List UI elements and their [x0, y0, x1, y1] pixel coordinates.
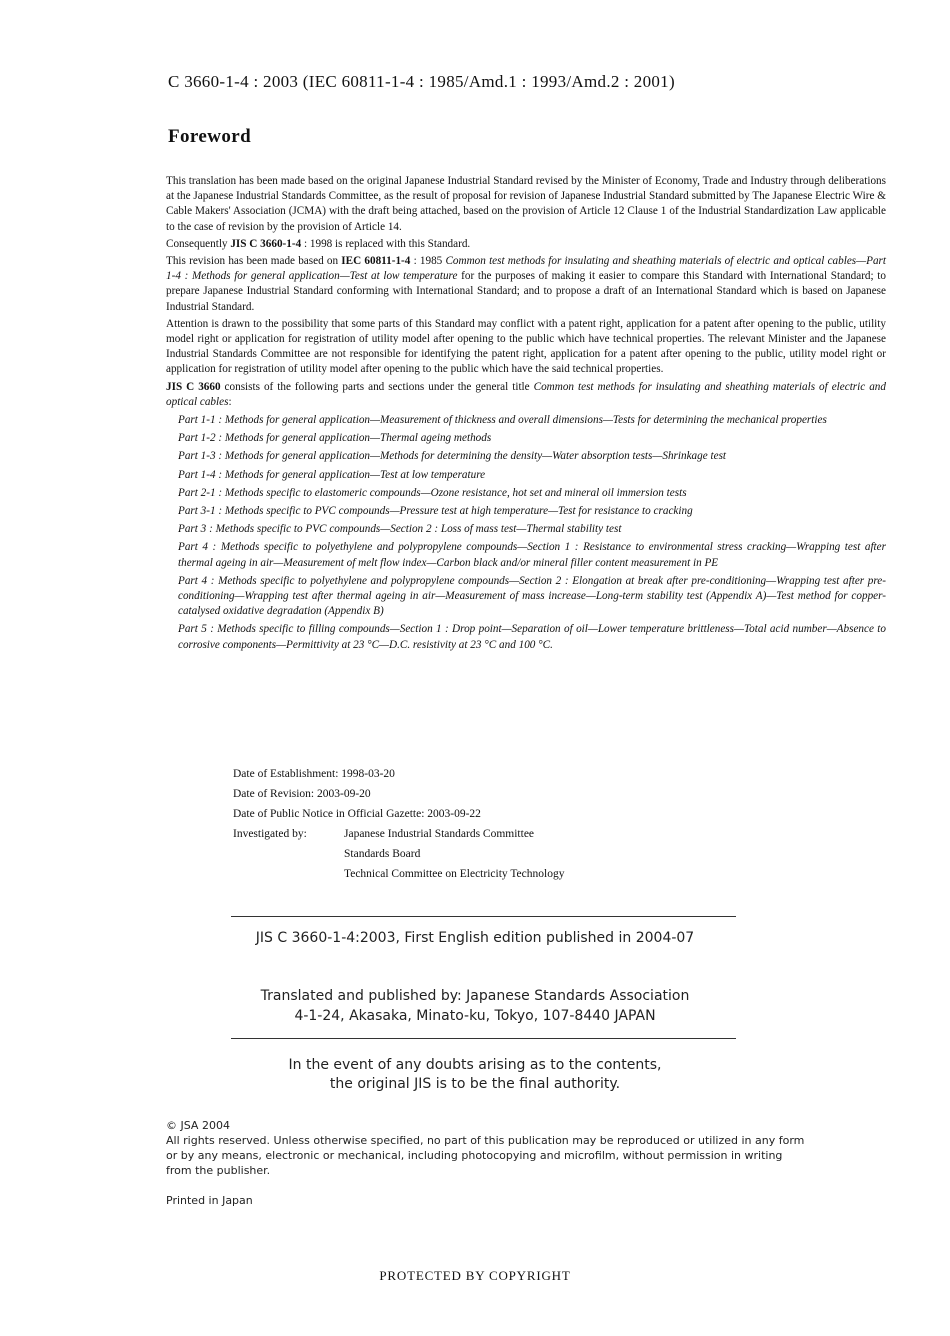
general-title: Common test methods for insulating and sheathing materials of electric and optical cables [166, 380, 886, 408]
list-item: Part 5 : Methods specific to filling compounds—Section 1 : Drop point—Separation of oil—Lower temperature brittleness—Total acid number—Absence to corrosive components—Permittivity at 23 °C—D.C. resistivity at 23 °C and 100 °C. [178, 623, 886, 651]
standard-ref: JIS C 3660 [166, 380, 221, 393]
investigated-label: Investigated by: [233, 828, 307, 840]
document-header: C 3660-1-4 : 2003 (IEC 60811-1-4 : 1985/Amd.1 : 1993/Amd.2 : 2001) [168, 72, 675, 91]
edition-line: JIS C 3660-1-4:2003, First English edition published in 2004-07 [255, 930, 695, 946]
investigated-board: Standards Board [344, 848, 421, 860]
list-item: Part 3 : Methods specific to PVC compounds—Section 2 : Loss of mass test—Thermal stability test [178, 523, 622, 536]
text: : 1998 is replaced with this Standard. [301, 237, 471, 250]
list-item: Part 4 : Methods specific to polyethylene and polypropylene compounds—Section 2 : Elongation at break after pre-conditioning—Wrapping test after pre-conditioning—Wrapping test after thermal ageing in air—Measurement of mass increase—Long-term stability test (Appendix A)—Test method for copper-catalysed oxidative degradation (Appendix B) [178, 574, 886, 618]
investigated-committee: Japanese Industrial Standards Committee [344, 828, 535, 840]
printed-in: Printed in Japan [166, 1194, 253, 1207]
text: for the purposes of making it easier to compare this Standard with International Standard; to prepare Japanese Industrial Standard conforming with International Standard; and to propose a draft of an International Standard which is based on Japanese Industrial Standard. [166, 270, 886, 313]
text: This revision has been made based on [166, 255, 342, 268]
parts-list [166, 413, 886, 653]
paragraph-translation-basis: This translation has been made based on the original Japanese Industrial Standard revised by the Minister of Economy, Trade and Industry through deliberations at the Japanese Industrial Standards Committee, as the result of proposal for revision of Japanese Industrial Standard submitted by The Japanese Electric Wire & Cable Makers' Association (JCMA) with the draft being attached, based on the provision of Article 12 Clause 1 of the Industrial Standardization Law applicable to the case of revision by the provision of Article 14. [166, 175, 886, 233]
divider [231, 1038, 736, 1039]
list-item: Part 3-1 : Methods specific to PVC compounds—Pressure test at high temperature—Test for resistance to cracking [178, 505, 693, 518]
publisher-address: 4-1-24, Akasaka, Minato-ku, Tokyo, 107-8440 JAPAN [294, 1008, 656, 1024]
standard-ref: IEC 60811-1-4 [341, 255, 411, 268]
dates-block [233, 768, 564, 888]
paragraph-revision-basis [166, 254, 886, 315]
investigated-row [233, 828, 564, 848]
list-item: Part 4 : Methods specific to polyethylene and polypropylene compounds—Section 1 : Resistance to environmental stress cracking—Wrapping test after thermal ageing in air—Measurement of melt flow index—Carbon black and/or mineral filler content measurement in PE [178, 541, 886, 569]
investigated-technical-committee: Technical Committee on Electricity Technology [344, 868, 565, 880]
copyright-block [166, 1118, 806, 1178]
standard-title: Common test methods for insulating and sheathing materials of electric and optical cables—Part 1-4 : Methods for general application—Test at low temperature [166, 255, 886, 283]
list-item: Part 1-1 : Methods for general application—Measurement of thickness and overall dimensions—Tests for determining the mechanical properties [178, 414, 827, 427]
rights-notice: All rights reserved. Unless otherwise specified, no part of this publication may be reproduced or utilized in any form or by any means, electronic or mechanical, including photocopying and microfilm, without permission in writing from the publisher. [166, 1134, 805, 1177]
date-public-notice: Date of Public Notice in Official Gazette: 2003-09-22 [233, 808, 481, 820]
copyright-notice: © JSA 2004 [166, 1119, 230, 1132]
text: Consequently [166, 237, 231, 250]
list-item: Part 1-2 : Methods for general application—Thermal ageing methods [178, 432, 492, 445]
list-item: Part 1-3 : Methods for general application—Methods for determining the density—Water absorption tests—Shrinkage test [178, 450, 727, 463]
foreword-title: Foreword [168, 126, 252, 147]
date-establishment: Date of Establishment: 1998-03-20 [233, 768, 395, 780]
publisher-line: Translated and published by: Japanese Standards Association [260, 988, 690, 1004]
standard-ref: JIS C 3660-1-4 [230, 237, 302, 250]
protected-by-copyright-footer: PROTECTED BY COPYRIGHT [379, 1268, 571, 1283]
foreword-body [166, 174, 886, 656]
text: : 1985 [410, 255, 446, 268]
authority-line-2: the original JIS is to be the final authority. [329, 1076, 621, 1092]
paragraph-parts-intro [166, 380, 886, 410]
paragraph-replacement [166, 237, 886, 252]
list-item: Part 2-1 : Methods specific to elastomeric compounds—Ozone resistance, hot set and mineral oil immersion tests [178, 486, 687, 499]
date-revision: Date of Revision: 2003-09-20 [233, 788, 371, 800]
divider [231, 916, 736, 917]
list-item: Part 1-4 : Methods for general application—Test at low temperature [178, 468, 486, 481]
text: consists of the following parts and sections under the general title [220, 380, 534, 393]
authority-line-1: In the event of any doubts arising as to the contents, [288, 1057, 662, 1073]
paragraph-patent-notice: Attention is drawn to the possibility that some parts of this Standard may conflict with a patent right, application for a patent after opening to the public, utility model right or application for registration of utility model after opening to the public which have technical properties. The relevant Minister and the Japanese Industrial Standards Committee are not responsible for identifying the patent right, application for a patent after opening to the public, utility model right or application for registration of utility model after opening to the public which have the said technical properties. [166, 317, 886, 376]
text: : [228, 395, 232, 408]
